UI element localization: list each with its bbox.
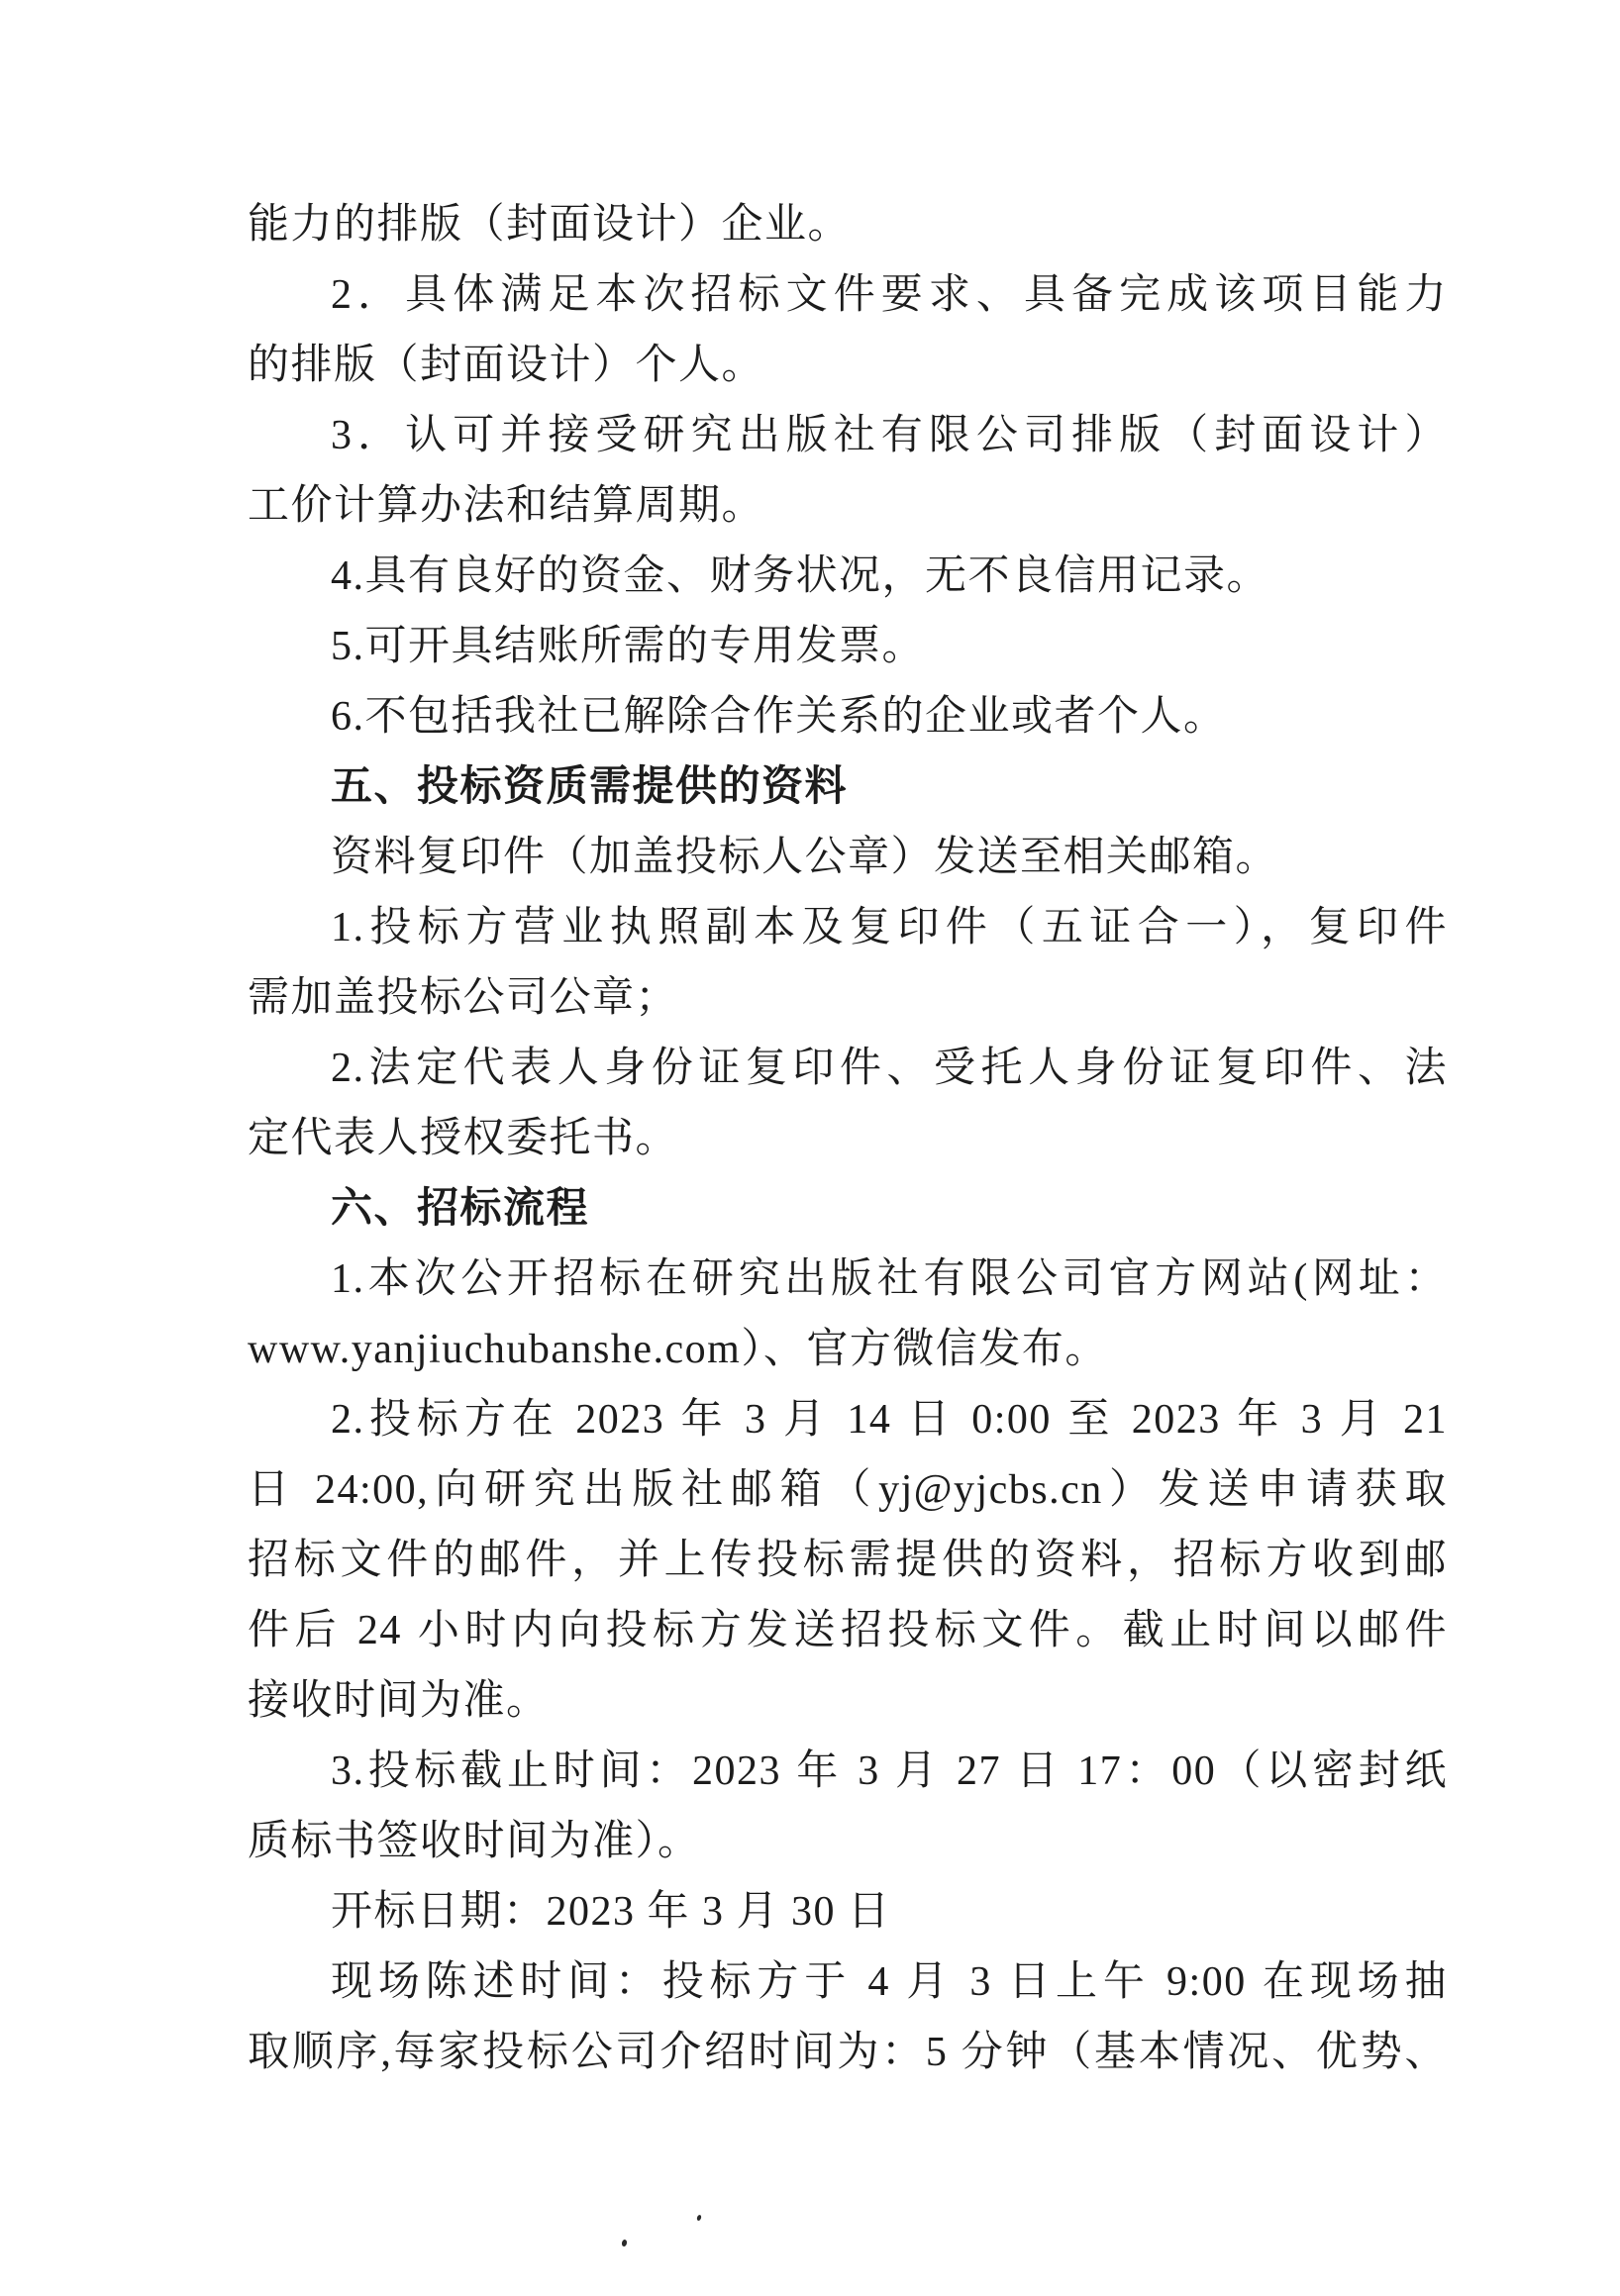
email-line: 日 24:00,向研究出版社邮箱（yj@yjcbs.cn）发送申请获取 bbox=[248, 1467, 1448, 1513]
text-line: 接收时间为准。 bbox=[248, 1678, 550, 1724]
text-line: 资料复印件（加盖投标人公章）发送至相关邮箱。 bbox=[331, 835, 1279, 880]
text-line: 需加盖投标公司公章； bbox=[248, 975, 679, 1021]
text-line: 开标日期：2023 年 3 月 30 日 bbox=[331, 1889, 891, 1935]
text-line: 取顺序,每家投标公司介绍时间为：5 分钟（基本情况、优势、 bbox=[248, 2030, 1448, 2075]
scan-speck bbox=[696, 2214, 702, 2221]
text-line: 4.具有良好的资金、财务状况，无不良信用记录。 bbox=[331, 553, 1270, 599]
text-line: 2．具体满足本次招标文件要求、具备完成该项目能力 bbox=[331, 272, 1448, 318]
document-text-block bbox=[248, 190, 1448, 2088]
text-line: 3.投标截止时间：2023 年 3 月 27 日 17：00（以密封纸 bbox=[331, 1748, 1448, 1794]
text-line: 6.不包括我社已解除合作关系的企业或者个人。 bbox=[331, 694, 1227, 740]
text-line: 工价计算办法和结算周期。 bbox=[248, 483, 765, 529]
section-heading-5: 五、投标资质需提供的资料 bbox=[331, 764, 849, 810]
text-line: 定代表人授权委托书。 bbox=[248, 1116, 679, 1161]
text-line: 1.投标方营业执照副本及复印件（五证合一），复印件 bbox=[331, 905, 1448, 950]
text-line: 现场陈述时间：投标方于 4 月 3 日上午 9:00 在现场抽 bbox=[331, 1959, 1448, 2005]
text-line: 1.本次公开招标在研究出版社有限公司官方网站(网址： bbox=[331, 1256, 1448, 1302]
text-line: 2.投标方在 2023 年 3 月 14 日 0:00 至 2023 年 3 月 21 bbox=[331, 1397, 1448, 1443]
text-line: 件后 24 小时内向投标方发送招投标文件。截止时间以邮件 bbox=[248, 1608, 1448, 1653]
text-line: 3．认可并接受研究出版社有限公司排版（封面设计） bbox=[331, 413, 1448, 458]
text-line: 质标书签收时间为准）。 bbox=[248, 1819, 701, 1864]
text-line: 招标文件的邮件，并上传投标需提供的资料，招标方收到邮 bbox=[248, 1538, 1448, 1583]
section-heading-6: 六、招标流程 bbox=[331, 1186, 590, 1232]
text-line: 2.法定代表人身份证复印件、受托人身份证复印件、法 bbox=[331, 1046, 1448, 1091]
website-url-line: www.yanjiuchubanshe.com）、官方微信发布。 bbox=[248, 1327, 1108, 1372]
text-line: 5.可开具结账所需的专用发票。 bbox=[331, 624, 926, 669]
text-line: 能力的排版（封面设计）企业。 bbox=[248, 202, 852, 248]
text-line: 的排版（封面设计）个人。 bbox=[248, 343, 765, 388]
scan-speck bbox=[621, 2239, 628, 2246]
